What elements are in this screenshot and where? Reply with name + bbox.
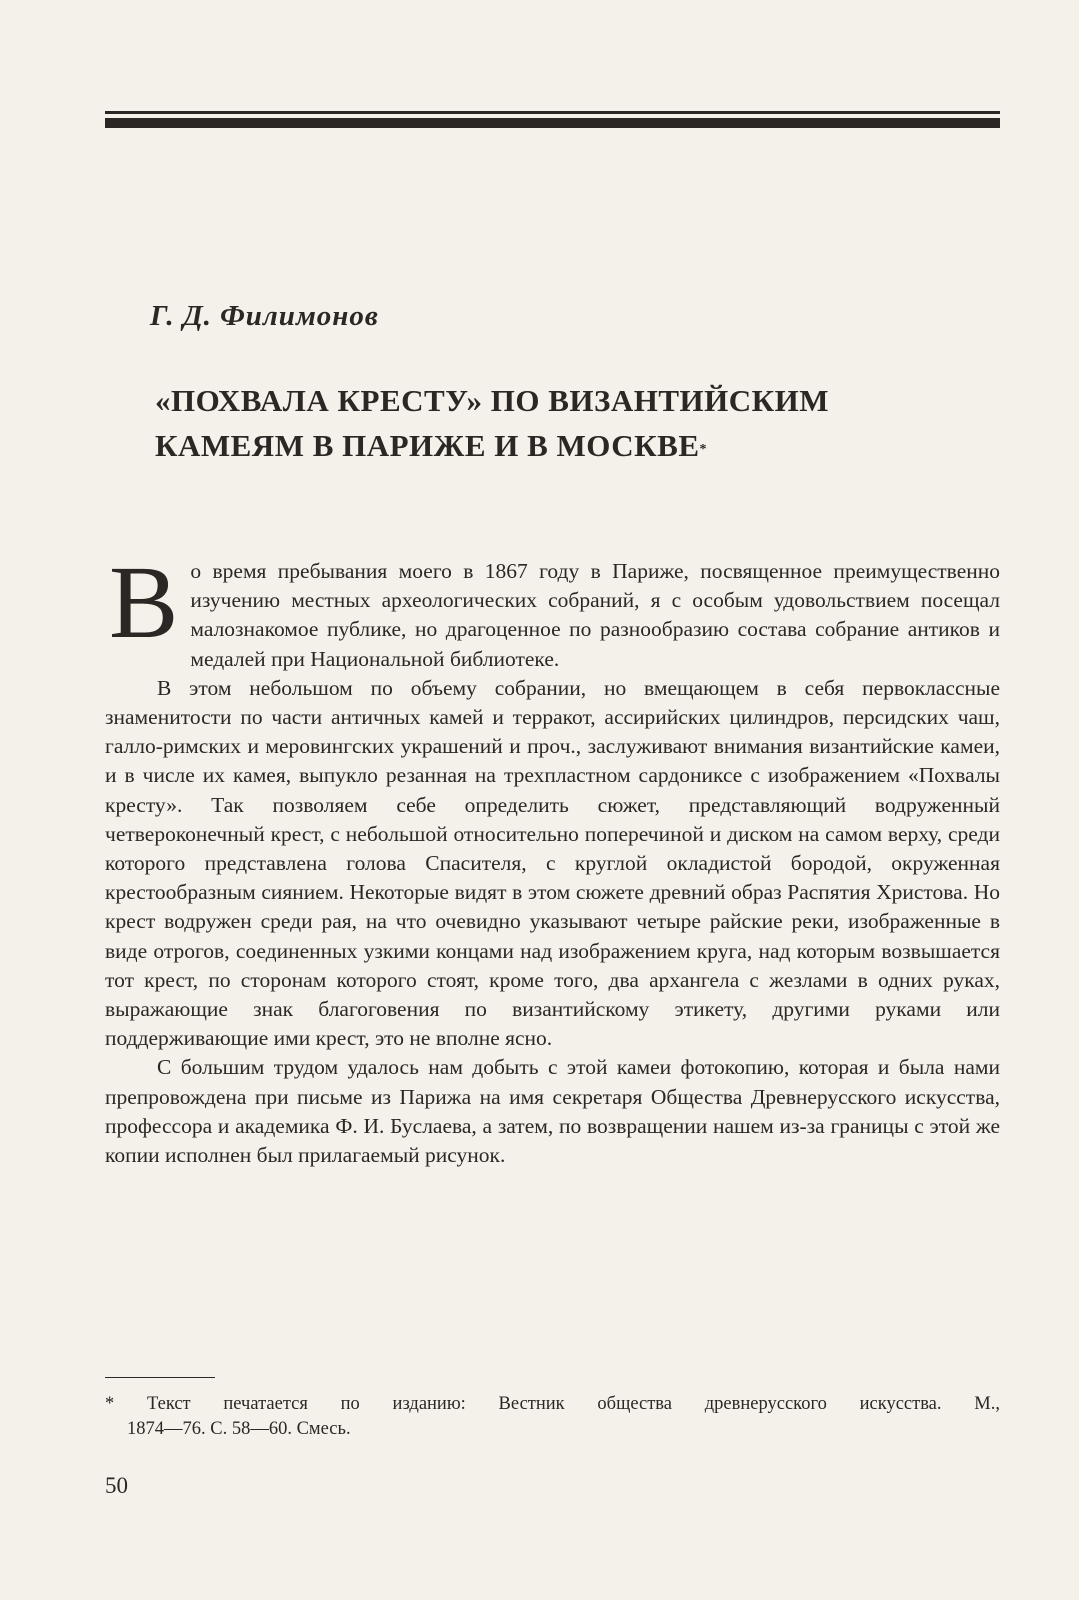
- author-name: Г. Д. Филимонов: [150, 300, 379, 332]
- footnote-line-1: * Текст печатается по изданию: Вестник общества древнерусского искусства. М.,: [105, 1394, 1000, 1414]
- title-line-1: «ПОХВАЛА КРЕСТУ» ПО ВИЗАНТИЙСКИМ: [155, 383, 830, 418]
- title-line-2: [155, 423, 995, 468]
- article-body: [105, 545, 1000, 1170]
- paragraph-2: В этом небольшом по объему собрании, но вмещающем в себя первоклассные знаменитости по части античных камей и терракот, ассирийских цилиндров, персидских чаш, галло-римских и меровингских украшений и проч., заслуживают внимания византийские камеи, и в числе их камея, выпукло резанная на трехпластном сардониксе с изображением «Похвалы кресту». Так позволяем себе определить сюжет, представляющий водруженный четвероконечный крест, с небольшой относительно поперечиной и диском на самом верху, среди которого представлена голова Спасителя, с круглой окладистой бородой, окруженная крестообразным сиянием. Некоторые видят в этом сюжете древний образ Распятия Христова. Но крест водружен среди рая, на что очевидно указывают четыре райские реки, изображенные в виде отрогов, соединенных узкими концами над изображением круга, над которым возвышается тот крест, по сторонам которого стоят, кроме того, два архангела с жезлами в одних руках, выражающие знак благоговения по византийскому этикету, другими руками или поддерживающие ими крест, это не вполне ясно.: [105, 675, 1000, 1051]
- paragraph-1: [105, 545, 1000, 674]
- paragraph-1-text: о время пребывания моего в 1867 году в Париже, посвященное преимущественно изучению местных археологических собраний, я с особым удовольствием посещал малознакомое публике, но драгоценное по разнообразию состава собрание антиков и медалей при Национальной библиотеке.: [190, 559, 1000, 671]
- page-number: 50: [105, 1473, 128, 1498]
- drop-cap: В: [109, 545, 179, 660]
- header-rule-thin: [105, 111, 1000, 114]
- paragraph-3: С большим трудом удалось нам добыть с этой камеи фотокопию, которая и была нами препровождена при письме из Парижа на имя секретаря Общества Древнерусского искусства, профессора и академика Ф. И. Буслаева, а затем, по возвращении нашем из-за границы с этой же копии исполнен был прилагаемый рисунок.: [105, 1055, 1000, 1168]
- article-title: [155, 378, 995, 468]
- header-rule-thick: [105, 118, 1000, 128]
- title-footnote-mark[interactable]: *: [699, 442, 708, 457]
- footnote: [105, 1392, 1000, 1442]
- footnote-separator: [105, 1377, 215, 1378]
- title-line-2-text: КАМЕЯМ В ПАРИЖЕ И В МОСКВЕ: [155, 428, 700, 463]
- footnote-line-2: 1874—76. С. 58—60. Смесь.: [127, 1419, 351, 1439]
